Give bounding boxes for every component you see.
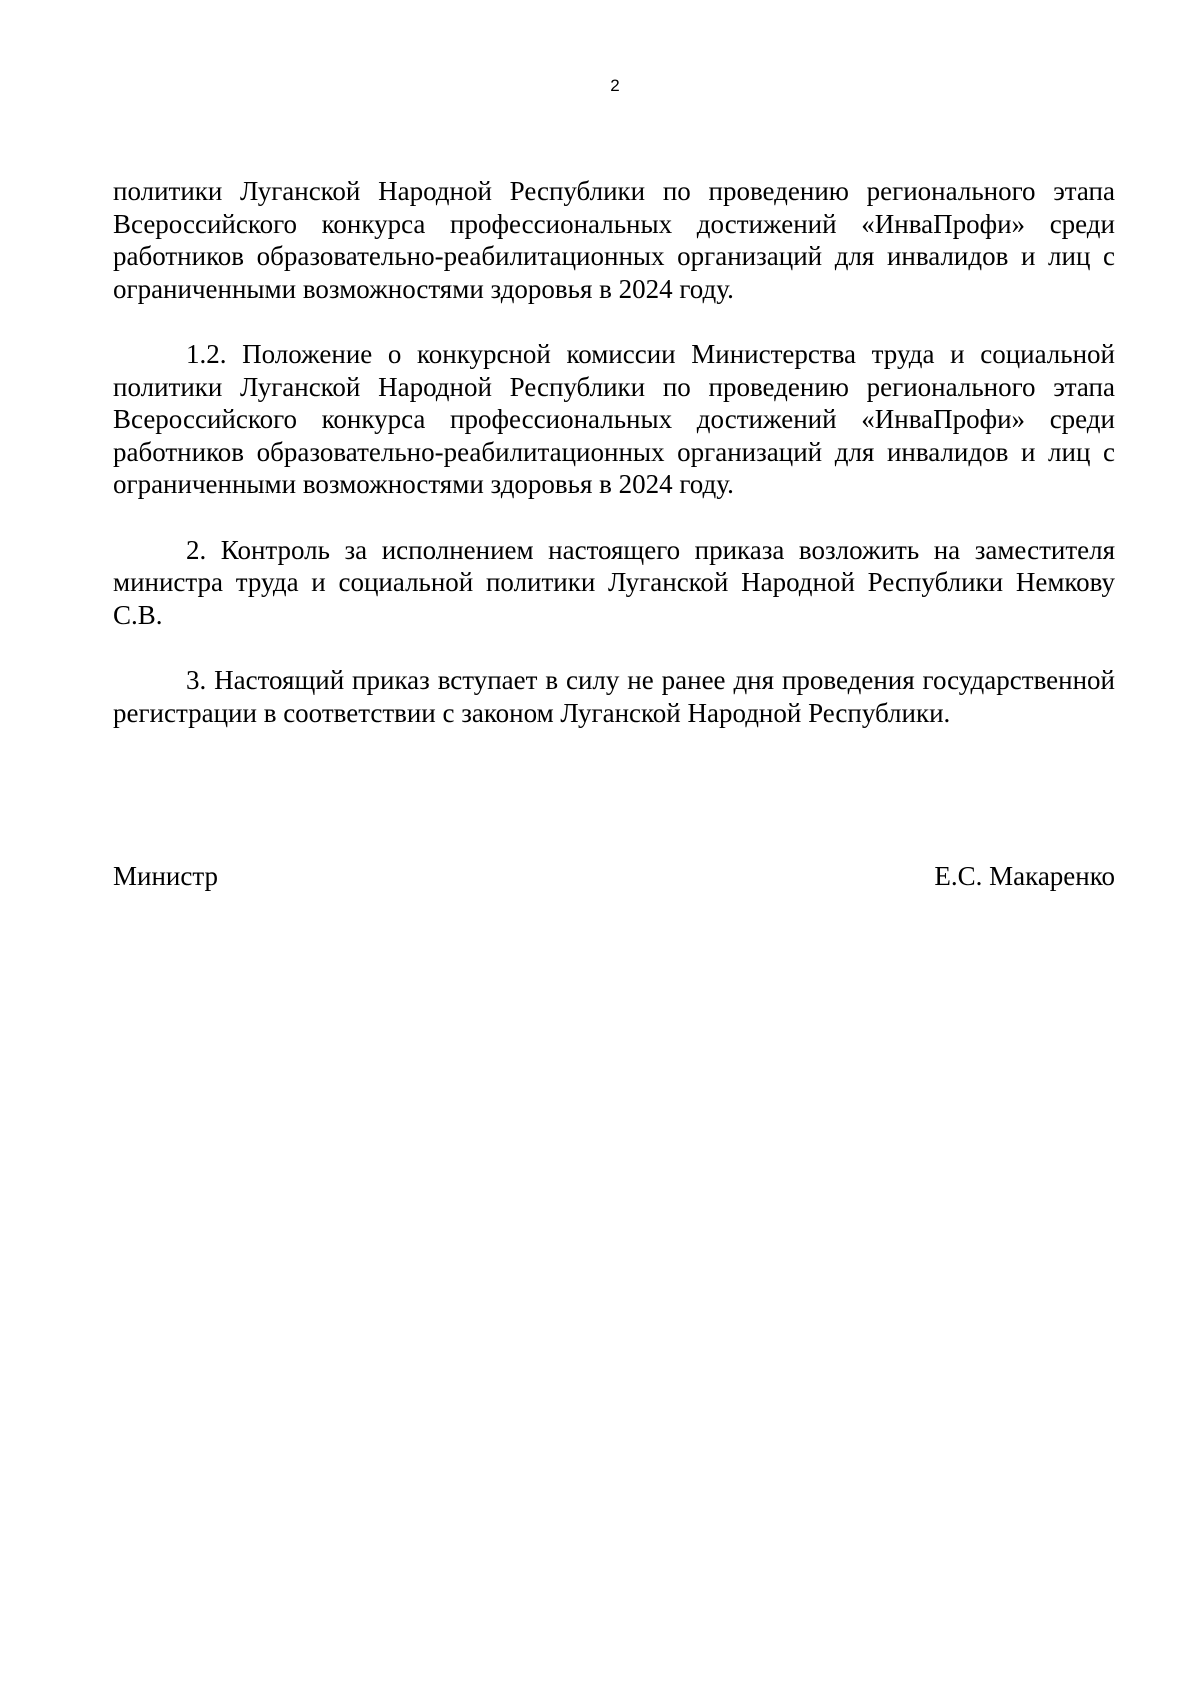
- signatory-name: Е.С. Макаренко: [934, 861, 1115, 891]
- signatory-position: Министр: [113, 861, 218, 891]
- paragraph-item-3: 3. Настоящий приказ вступает в силу не ранее дня проведения государственной регистрации в соответствии с законом Луганской Народной Республики.: [113, 665, 1115, 728]
- document-body: [113, 175, 1115, 762]
- paragraph-item-2: 2. Контроль за исполнением настоящего приказа возложить на заместителя министра труда и социальной политики Луганской Народной Республики Немкову С.В.: [113, 534, 1115, 630]
- paragraph-item-1-2: 1.2. Положение о конкурсной комиссии Министерства труда и социальной политики Луганской Народной Республики по проведению регионального этапа Всероссийского конкурса профессиональных достижений «ИнваПрофи» среди работников образовательно-реабилитационных организаций для инвалидов и лиц с ограниченными возможностями здоровья в 2024 году.: [113, 339, 1115, 499]
- paragraph-continuation: политики Луганской Народной Республики по проведению регионального этапа Всероссийского конкурса профессиональных достижений «ИнваПрофи» среди работников образовательно-реабилитационных организаций для инвалидов и лиц с ограниченными возможностями здоровья в 2024 году.: [113, 176, 1115, 304]
- page-number: 2: [610, 76, 620, 95]
- signature-block: [113, 860, 1115, 892]
